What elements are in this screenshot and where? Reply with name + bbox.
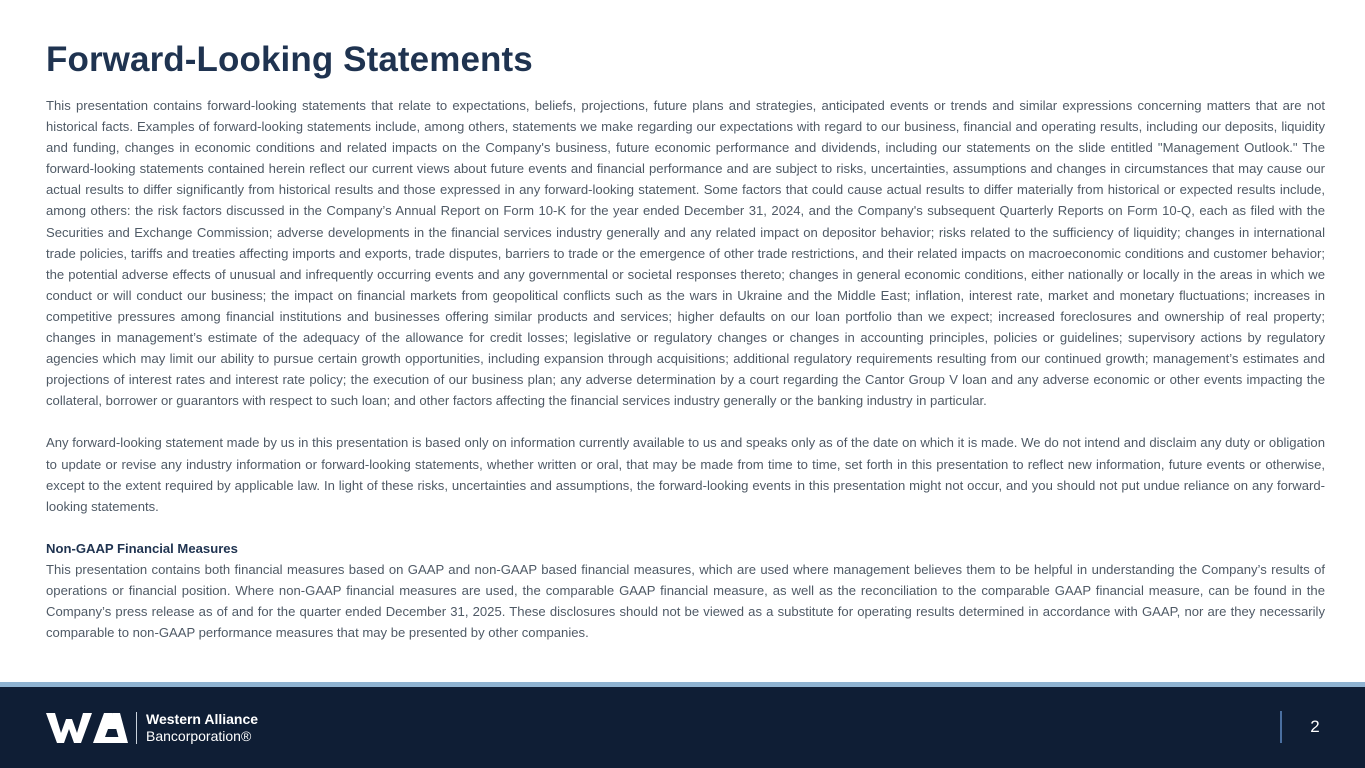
- reliance-paragraph: Any forward-looking statement made by us in this presentation is based only on information currently available to us and speaks only as of the date on which it is made. We do not intend and disclaim any duty or obligation to update or revise any industry information or forward-looking statements, whether written or oral, that may be made from time to time, set forth in this presentation to reflect new information, future events or otherwise, except to the extent required by applicable law. In light of these risks, uncertainties and assumptions, the forward-looking events in this presentation might not occur, and you should not put undue reliance on any forward-looking statements.: [46, 435, 1325, 514]
- disclaimer-body: [46, 95, 1325, 643]
- logo-wordmark: [146, 711, 258, 745]
- non-gaap-paragraph: This presentation contains both financial measures based on GAAP and non-GAAP based financial measures, which are used where management believes them to be helpful in understanding the Company’s results of operations or financial position. Where non-GAAP financial measures are used, the comparable GAAP financial measure, as well as the reconciliation to the comparable GAAP financial measure, can be found in the Company’s press release as of and for the quarter ended December 31, 2025. These disclosures should not be viewed as a substitute for operating results determined in accordance with GAAP, nor are they necessarily comparable to non-GAAP performance measures that may be presented by other companies.: [46, 561, 1325, 641]
- logo-divider: [136, 712, 137, 744]
- company-logo: [46, 711, 258, 745]
- page-number: 2: [1310, 717, 1320, 736]
- logo-company-name: Western Alliance: [146, 711, 259, 727]
- page-number-divider: [1280, 711, 1282, 743]
- non-gaap-heading: Non-GAAP Financial Measures: [46, 540, 238, 556]
- wa-monogram-icon: [46, 711, 128, 745]
- logo-company-sub: Bancorporation®: [146, 728, 252, 744]
- page-title: Forward-Looking Statements: [46, 40, 533, 79]
- footer-bar: [0, 687, 1365, 768]
- forward-looking-paragraph: This presentation contains forward-looking statements that relate to expectations, beliefs, projections, future plans and strategies, anticipated events or trends and similar expressions concerning matters that are not historical facts. Examples of forward-looking statements include, among others, statements we make regarding our expectations with regard to our business, financial and operating results, including our deposits, liquidity and funding, changes in economic conditions and related impacts on the Company's business, future economic performance and dividends, including our statements on the slide entitled "Management Outlook." The forward-looking statements contained herein reflect our current views about future events and financial performance and are subject to risks, uncertainties, assumptions and changes in circumstances that may cause our actual results to differ significantly from historical results and those expressed in any forward-looking statement. Some factors that could cause actual results to differ materially from historical or expected results include, among others: the risk factors discussed in the Company’s Annual Report on Form 10-K for the year ended December 31, 2024, and the Company's subsequent Quarterly Reports on Form 10-Q, each as filed with the Securities and Exchange Commission; adverse developments in the financial services industry generally and any related impact on depositor behavior; risks related to the sufficiency of liquidity; changes in international trade policies, tariffs and treaties affecting imports and exports, trade disputes, barriers to trade or the emergence of other trade restrictions, and their related impacts on macroeconomic conditions and customer behavior; the potential adverse effects of unusual and infrequently occurring events and any governmental or societal responses thereto; changes in general economic conditions, either nationally or locally in the areas in which we conduct or will conduct our business; the impact on financial markets from geopolitical conflicts such as the wars in Ukraine and the Middle East; inflation, interest rate, market and monetary fluctuations; increases in competitive pressures among financial institutions and businesses offering similar products and services; higher defaults on our loan portfolio than we expect; increased foreclosures and ownership of real property; changes in management’s estimate of the adequacy of the allowance for credit losses; legislative or regulatory changes or changes in accounting principles, policies or guidelines; supervisory actions by regulatory agencies which may limit our ability to pursue certain growth opportunities, including expansion through acquisitions; additional regulatory requirements resulting from our continued growth; management’s estimates and projections of interest rates and interest rate policy; the execution of our business plan; any adverse determination by a court regarding the Cantor Group V loan and any adverse economic or other events impacting the collateral, borrower or guarantors with respect to such loan; and other factors affecting the financial services industry generally or the banking industry in particular.: [46, 98, 1325, 409]
